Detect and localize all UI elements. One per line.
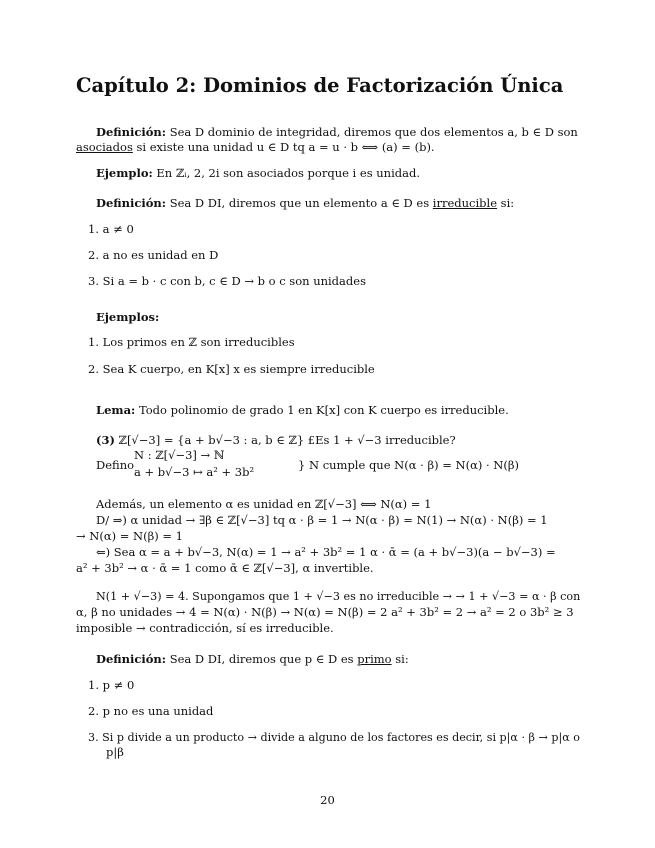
ejemplos-item-2 (88, 362, 375, 376)
n-para-line-3: imposible → contradicción, sí es irreducible. (76, 621, 334, 635)
ademas-line-1: Además, un elemento α es unidad en ℤ[√−3] ⟺ N(α) = 1 (96, 497, 432, 511)
ademas-line-2: D/ ⇒) α unidad → ∃β ∈ ℤ[√−3] tq α · β = 1 → N(α · β) = N(1) → N(α) · N(β) = 1 (96, 513, 548, 527)
list-text: Si p divide a un producto → divide a alguno de los factores es decir, si p|α · β → p|α o (102, 730, 580, 744)
list-number: 1. (88, 222, 99, 236)
list-text: p no es una unidad (102, 704, 214, 718)
def2-item-2 (88, 248, 218, 262)
def3-item-1 (88, 678, 134, 692)
ejemplo1 (96, 166, 420, 180)
page-number: 20 (320, 793, 335, 807)
def2-item-1 (88, 222, 134, 236)
def2-line (96, 196, 514, 210)
list-number: 2. (88, 704, 99, 718)
list-text: a ≠ 0 (102, 222, 134, 236)
def3-item-3 (88, 730, 580, 744)
ex3-map-top: N : ℤ[√−3] → ℕ (134, 448, 225, 462)
def3-text-after: si: (395, 652, 409, 666)
ejemplo1-text: En ℤᵢ, 2, 2i son asociados porque i es unidad. (156, 166, 420, 180)
ex3-label: (3) (96, 433, 115, 447)
list-number: 3. (88, 274, 99, 288)
def2-text-before: Sea D DI, diremos que un elemento a ∈ D es (169, 196, 430, 210)
ex3-map-bottom: a + b√−3 ↦ a² + 3b² (134, 465, 255, 479)
def1-line1 (96, 125, 578, 139)
def1-text1: Sea D dominio de integridad, diremos que dos elementos a, b ∈ D son (169, 125, 578, 139)
ejemplos-label: Ejemplos: (96, 310, 160, 324)
list-number: 2. (88, 248, 99, 262)
ex3-text: ℤ[√−3] = {a + b√−3 : a, b ∈ ℤ} £Es 1 + √−3 irreducible? (118, 433, 456, 447)
def2-text-after: si: (500, 196, 515, 210)
def1-text2: si existe una unidad u ∈ D tq a = u · b ⟺ (a) = (b). (136, 140, 435, 154)
ejemplos-heading (96, 310, 159, 324)
def3-item-2 (88, 704, 213, 718)
def2-item-3 (88, 274, 366, 288)
list-text: p ≠ 0 (102, 678, 135, 692)
ex3-line1 (96, 433, 456, 447)
ejemplos-item-1 (88, 335, 295, 349)
n-para-line-1: N(1 + √−3) = 4. Supongamos que 1 + √−3 es no irreducible → → 1 + √−3 = α · β con (96, 589, 581, 603)
def3-label: Definición: (96, 652, 167, 666)
ademas-line-3: → N(α) = N(β) = 1 (76, 529, 183, 543)
list-text: Los primos en ℤ son irreducibles (102, 335, 295, 349)
list-number: 1. (88, 335, 99, 349)
def3-line (96, 652, 409, 666)
list-text: Si a = b · c con b, c ∈ D → b o c son unidades (102, 274, 366, 288)
ademas-line-5: a² + 3b² → α · ᾱ = 1 como ᾱ ∈ ℤ[√−3], α invertible. (76, 561, 374, 575)
def3-item-3-cont: p|β (106, 745, 124, 759)
def1-line2 (76, 140, 435, 154)
ademas-line-4: ⇐) Sea α = a + b√−3, N(α) = 1 → a² + 3b² = 1 α · ᾱ = (a + b√−3)(a − b√−3) = (96, 545, 556, 559)
list-text: Sea K cuerpo, en K[x] x es siempre irreducible (102, 362, 375, 376)
chapter-title: Capítulo 2: Dominios de Factorización Única (76, 74, 564, 97)
ex3-defino: Defino (96, 458, 135, 472)
def3-term: primo (357, 652, 392, 666)
ejemplo1-label: Ejemplo: (96, 166, 153, 180)
list-number: 2. (88, 362, 99, 376)
list-number: 1. (88, 678, 99, 692)
def3-text-before: Sea D DI, diremos que p ∈ D es (169, 652, 354, 666)
def1-term: asociados (76, 140, 133, 154)
def2-term: irreducible (432, 196, 498, 210)
lema (96, 403, 509, 417)
list-text: a no es unidad en D (102, 248, 219, 262)
def1-label: Definición: (96, 125, 167, 139)
ex3-map-tail: } N cumple que N(α · β) = N(α) · N(β) (298, 458, 519, 472)
lema-label: Lema: (96, 403, 136, 417)
def2-label: Definición: (96, 196, 167, 210)
lema-text: Todo polinomio de grado 1 en K[x] con K cuerpo es irreducible. (138, 403, 509, 417)
list-number: 3. (88, 730, 99, 744)
n-para-line-2: α, β no unidades → 4 = N(α) · N(β) → N(α) = N(β) = 2 a² + 3b² = 2 → a² = 2 o 3b² ≥ 3 (76, 605, 574, 619)
